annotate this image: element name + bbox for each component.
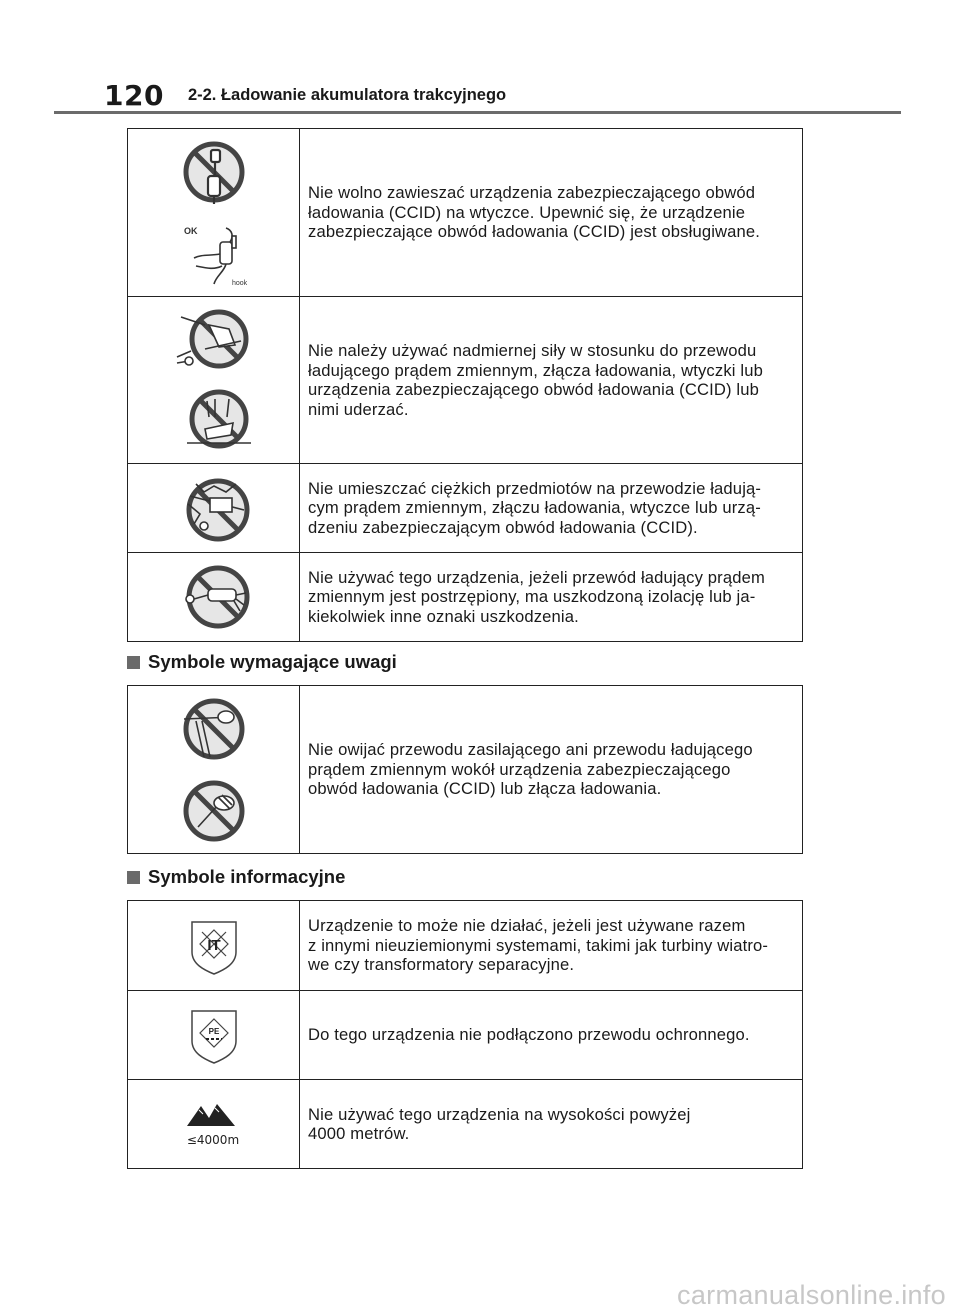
info-text-line: Do tego urządzenia nie podłączono przewodu ochronnego. — [308, 1025, 750, 1045]
warning-text-line: zmiennym jest postrzępiony, ma uszkodzoną izolację lub ja- — [308, 587, 756, 607]
table-row — [128, 686, 803, 854]
table-row — [128, 1080, 803, 1169]
table-row — [128, 901, 803, 991]
info-text-line: we czy transformatory separacyjne. — [308, 955, 575, 975]
warning-text-line: obwód ładowania (CCID) lub złącza ładowania. — [308, 779, 662, 799]
info-symbols-heading: Symbole informacyjne — [127, 866, 345, 888]
it-symbol-text: IT — [206, 936, 221, 954]
square-bullet-icon — [127, 871, 140, 884]
table-row — [128, 464, 803, 553]
no-damaged-cable-icon — [174, 588, 254, 605]
table-row — [128, 553, 803, 642]
table-row — [128, 297, 803, 464]
warning-text-line: Nie używać tego urządzenia, jeżeli przewód ładujący prądem — [308, 567, 765, 587]
square-bullet-icon — [127, 656, 140, 669]
page-number: 120 — [104, 78, 164, 112]
no-wrapping-cable-icon — [174, 761, 254, 778]
it-system-shield-icon — [186, 937, 242, 954]
no-heavy-objects-icon — [174, 499, 254, 516]
ok-label: OK — [183, 225, 197, 236]
table-row — [128, 129, 803, 297]
altitude-mountains-icon — [179, 1115, 249, 1147]
warning-text-line: nimi uderzać. — [308, 399, 409, 419]
warning-text-line: Nie wolno zawieszać urządzenia zabezpieczającego obwód — [308, 183, 756, 203]
info-text-line: Nie używać tego urządzenia na wysokości powyżej — [308, 1104, 691, 1124]
pe-shield-icon — [186, 1026, 242, 1043]
warning-text-line: dzeniu zabezpieczającym obwód ładowania (CCID). — [308, 517, 698, 537]
warning-text-line: Nie należy używać nadmiernej siły w stosunku do przewodu — [308, 341, 757, 360]
page-header — [104, 78, 506, 112]
caution-symbols-table — [127, 685, 803, 854]
table-row — [128, 991, 803, 1080]
warning-text-line: zabezpieczające obwód ładowania (CCID) jest obsługiwane. — [308, 222, 761, 242]
warning-text-line: cym prądem zmiennym, złączu ładowania, wtyczce lub urzą- — [308, 498, 761, 518]
info-text-line: 4000 metrów. — [308, 1124, 410, 1143]
warning-text-line: urządzenia zabezpieczającego obwód ładowania (CCID) lub — [308, 380, 760, 399]
pe-symbol-text: PE — [208, 1027, 219, 1036]
prohibition-symbols-table — [127, 128, 803, 642]
info-text-line: z innymi nieuziemionymi systemami, takimi jak turbiny wiatro- — [308, 935, 769, 955]
warning-text-line: Nie owijać przewodu zasilającego ani przewodu ładującego — [308, 740, 753, 760]
section-title: 2-2. Ładowanie akumulatora trakcyjnego — [187, 85, 507, 104]
header-divider — [54, 111, 901, 114]
warning-text-line: ładowania (CCID) na wtyczce. Upewnić się, że urządzenie — [308, 202, 746, 222]
info-text-line: Urządzenie to może nie działać, jeżeli jest używane razem — [308, 916, 746, 936]
watermark: carmanualsonline.info — [677, 1280, 946, 1310]
warning-text-line: kiekolwiek inne oznaki uszkodzenia. — [308, 606, 579, 626]
info-symbols-table — [127, 900, 803, 1169]
no-excessive-force-icon — [169, 371, 259, 388]
hook-label: hook — [231, 279, 247, 287]
no-hanging-ccid-icon — [174, 204, 254, 287]
caution-symbols-heading: Symbole wymagające uwagi — [127, 651, 397, 673]
warning-text-line: ładującego prądem zmiennym, złącza ładowania, wtyczki lub — [308, 360, 763, 380]
altitude-text: ≤4000m — [186, 1133, 239, 1147]
warning-text-line: prądem zmiennym wokół urządzenia zabezpieczającego — [308, 759, 731, 779]
warning-text-line: Nie umieszczać ciężkich przedmiotów na przewodzie ładują- — [308, 478, 762, 498]
